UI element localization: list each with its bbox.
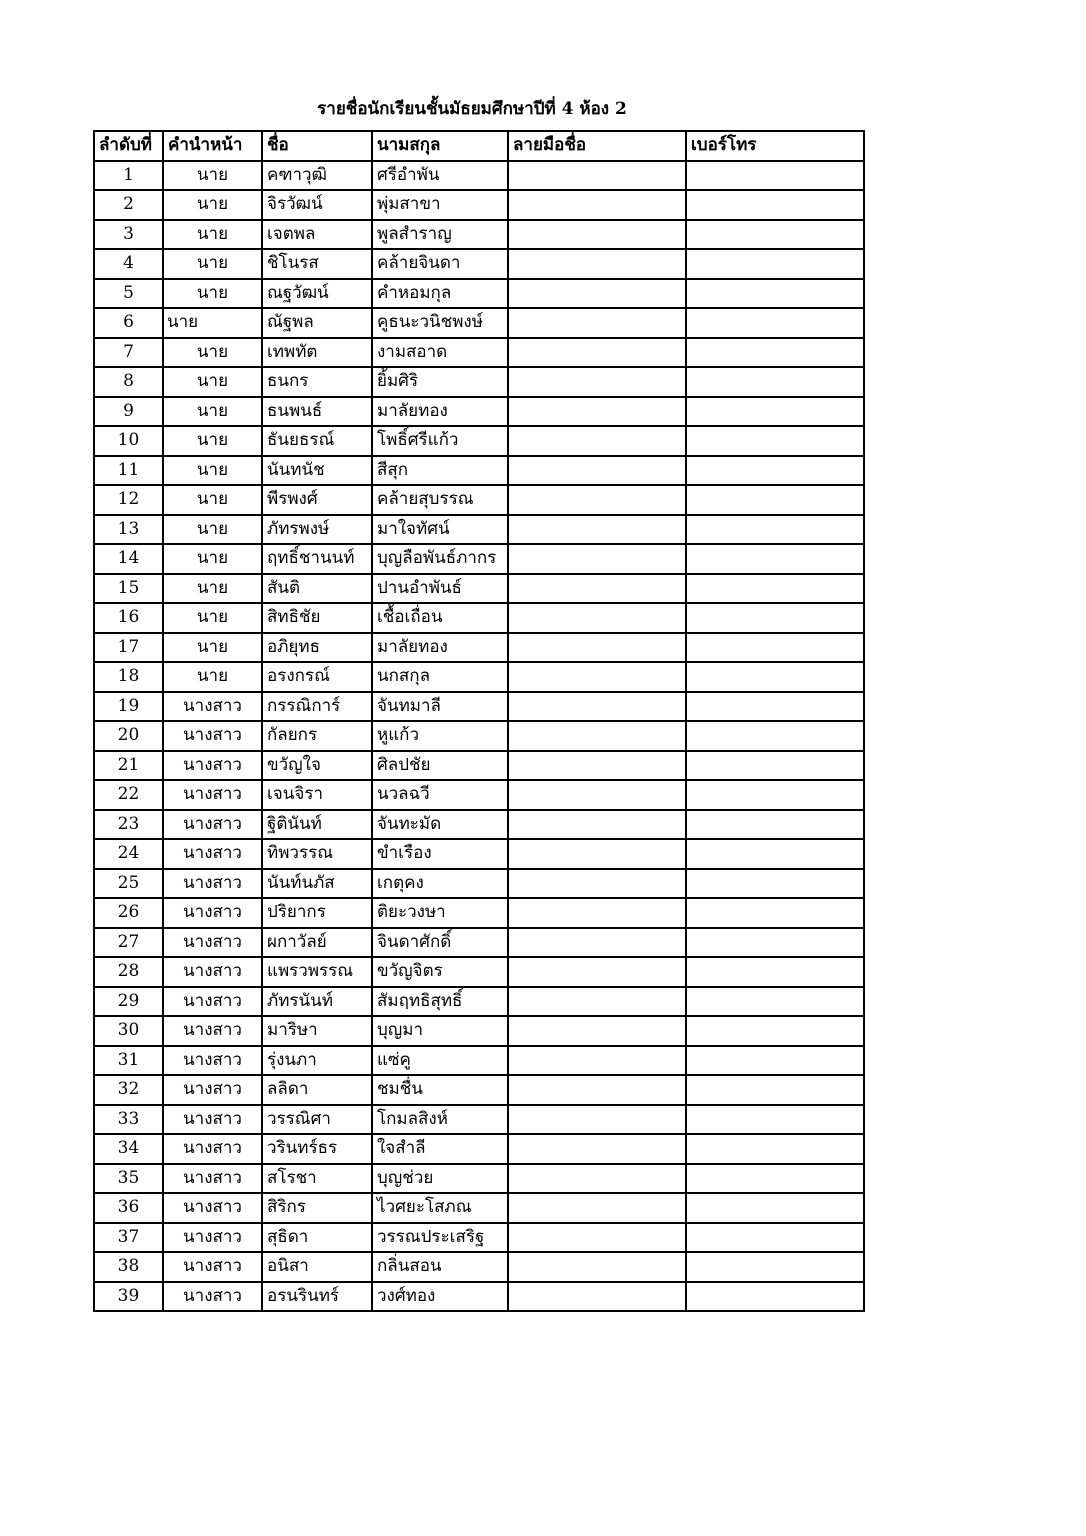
cell-phone bbox=[686, 839, 864, 869]
cell-no: 3 bbox=[94, 220, 163, 250]
cell-no: 12 bbox=[94, 485, 163, 515]
table-row bbox=[94, 544, 864, 574]
cell-no: 33 bbox=[94, 1105, 163, 1135]
cell-last-name: หูแก้ว bbox=[372, 721, 508, 751]
cell-first-name: กัลยกร bbox=[262, 721, 372, 751]
cell-no: 18 bbox=[94, 662, 163, 692]
cell-first-name: ชิโนรส bbox=[262, 249, 372, 279]
cell-phone bbox=[686, 190, 864, 220]
table-row bbox=[94, 839, 864, 869]
cell-no: 7 bbox=[94, 338, 163, 368]
cell-signature bbox=[508, 839, 686, 869]
cell-prefix: นาย bbox=[163, 161, 262, 191]
cell-no: 35 bbox=[94, 1164, 163, 1194]
cell-no: 5 bbox=[94, 279, 163, 309]
cell-no: 31 bbox=[94, 1046, 163, 1076]
cell-prefix: นางสาว bbox=[163, 1016, 262, 1046]
cell-phone bbox=[686, 1046, 864, 1076]
table-row bbox=[94, 1016, 864, 1046]
cell-no: 24 bbox=[94, 839, 163, 869]
header-signature: ลายมือชื่อ bbox=[508, 131, 686, 161]
cell-phone bbox=[686, 515, 864, 545]
cell-last-name: งามสอาด bbox=[372, 338, 508, 368]
table-row bbox=[94, 249, 864, 279]
cell-no: 32 bbox=[94, 1075, 163, 1105]
cell-last-name: นกสกุล bbox=[372, 662, 508, 692]
cell-last-name: บุญมา bbox=[372, 1016, 508, 1046]
cell-phone bbox=[686, 1164, 864, 1194]
cell-no: 34 bbox=[94, 1134, 163, 1164]
cell-signature bbox=[508, 780, 686, 810]
table-row bbox=[94, 987, 864, 1017]
cell-last-name: พูลสำราญ bbox=[372, 220, 508, 250]
cell-first-name: แพรวพรรณ bbox=[262, 957, 372, 987]
cell-prefix: นางสาว bbox=[163, 780, 262, 810]
cell-phone bbox=[686, 1252, 864, 1282]
table-row bbox=[94, 1046, 864, 1076]
cell-first-name: ลลิดา bbox=[262, 1075, 372, 1105]
cell-prefix: นางสาว bbox=[163, 1282, 262, 1312]
cell-phone bbox=[686, 485, 864, 515]
table-row bbox=[94, 751, 864, 781]
cell-no: 1 bbox=[94, 161, 163, 191]
cell-no: 19 bbox=[94, 692, 163, 722]
cell-signature bbox=[508, 485, 686, 515]
cell-no: 2 bbox=[94, 190, 163, 220]
cell-phone bbox=[686, 633, 864, 663]
cell-first-name: สุธิดา bbox=[262, 1223, 372, 1253]
cell-last-name: คล้ายสุบรรณ bbox=[372, 485, 508, 515]
cell-no: 4 bbox=[94, 249, 163, 279]
cell-phone bbox=[686, 898, 864, 928]
cell-prefix: นาย bbox=[163, 515, 262, 545]
cell-signature bbox=[508, 190, 686, 220]
cell-signature bbox=[508, 633, 686, 663]
table-row bbox=[94, 397, 864, 427]
cell-phone bbox=[686, 1193, 864, 1223]
cell-prefix: นาย bbox=[163, 544, 262, 574]
cell-last-name: มาลัยทอง bbox=[372, 633, 508, 663]
cell-last-name: นวลฉวี bbox=[372, 780, 508, 810]
cell-last-name: สัมฤทธิสุทธิ์ bbox=[372, 987, 508, 1017]
cell-first-name: คฑาวุฒิ bbox=[262, 161, 372, 191]
table-row bbox=[94, 190, 864, 220]
cell-prefix: นางสาว bbox=[163, 1252, 262, 1282]
cell-signature bbox=[508, 1193, 686, 1223]
cell-first-name: ธนพนธ์ bbox=[262, 397, 372, 427]
cell-prefix: นางสาว bbox=[163, 928, 262, 958]
cell-prefix: นาย bbox=[163, 662, 262, 692]
cell-last-name: ใจสำลี bbox=[372, 1134, 508, 1164]
cell-phone bbox=[686, 603, 864, 633]
header-prefix: คำนำหน้า bbox=[163, 131, 262, 161]
cell-phone bbox=[686, 220, 864, 250]
cell-first-name: วรรณิศา bbox=[262, 1105, 372, 1135]
cell-signature bbox=[508, 308, 686, 338]
cell-last-name: เชื้อเถื่อน bbox=[372, 603, 508, 633]
table-row bbox=[94, 367, 864, 397]
cell-signature bbox=[508, 1252, 686, 1282]
table-row bbox=[94, 869, 864, 899]
cell-no: 6 bbox=[94, 308, 163, 338]
cell-signature bbox=[508, 456, 686, 486]
cell-no: 37 bbox=[94, 1223, 163, 1253]
cell-phone bbox=[686, 544, 864, 574]
cell-no: 30 bbox=[94, 1016, 163, 1046]
table-row bbox=[94, 485, 864, 515]
cell-no: 10 bbox=[94, 426, 163, 456]
cell-no: 25 bbox=[94, 869, 163, 899]
cell-last-name: โพธิ์ศรีแก้ว bbox=[372, 426, 508, 456]
cell-phone bbox=[686, 1016, 864, 1046]
cell-last-name: ยิ้มศิริ bbox=[372, 367, 508, 397]
cell-prefix: นาย bbox=[163, 367, 262, 397]
cell-prefix: นางสาว bbox=[163, 1193, 262, 1223]
table-row bbox=[94, 1075, 864, 1105]
cell-last-name: บุญลือพันธ์ภากร bbox=[372, 544, 508, 574]
cell-last-name: มาใจทัศน์ bbox=[372, 515, 508, 545]
cell-no: 39 bbox=[94, 1282, 163, 1312]
table-row bbox=[94, 692, 864, 722]
cell-signature bbox=[508, 220, 686, 250]
cell-first-name: พีรพงศ์ bbox=[262, 485, 372, 515]
table-row bbox=[94, 1134, 864, 1164]
cell-no: 15 bbox=[94, 574, 163, 604]
table-row bbox=[94, 1223, 864, 1253]
cell-last-name: จินดาศักดิ์ bbox=[372, 928, 508, 958]
cell-first-name: ฤทธิ์ชานนท์ bbox=[262, 544, 372, 574]
cell-prefix: นางสาว bbox=[163, 1223, 262, 1253]
cell-phone bbox=[686, 456, 864, 486]
cell-first-name: เทพทัต bbox=[262, 338, 372, 368]
student-roster-table bbox=[93, 130, 865, 1312]
cell-phone bbox=[686, 249, 864, 279]
cell-signature bbox=[508, 810, 686, 840]
cell-prefix: นางสาว bbox=[163, 1046, 262, 1076]
cell-phone bbox=[686, 751, 864, 781]
cell-signature bbox=[508, 869, 686, 899]
cell-first-name: สโรชา bbox=[262, 1164, 372, 1194]
cell-signature bbox=[508, 1223, 686, 1253]
table-row bbox=[94, 1105, 864, 1135]
cell-last-name: วรรณประเสริฐ bbox=[372, 1223, 508, 1253]
cell-last-name: แซ่คู bbox=[372, 1046, 508, 1076]
cell-first-name: ผกาวัลย์ bbox=[262, 928, 372, 958]
table-row bbox=[94, 957, 864, 987]
cell-signature bbox=[508, 692, 686, 722]
cell-signature bbox=[508, 338, 686, 368]
cell-no: 16 bbox=[94, 603, 163, 633]
cell-phone bbox=[686, 1105, 864, 1135]
cell-prefix: นางสาว bbox=[163, 751, 262, 781]
cell-prefix: นาย bbox=[163, 633, 262, 663]
cell-signature bbox=[508, 367, 686, 397]
table-row bbox=[94, 308, 864, 338]
cell-phone bbox=[686, 308, 864, 338]
cell-signature bbox=[508, 987, 686, 1017]
cell-prefix: นางสาว bbox=[163, 721, 262, 751]
cell-prefix: นางสาว bbox=[163, 1105, 262, 1135]
table-row bbox=[94, 721, 864, 751]
cell-signature bbox=[508, 279, 686, 309]
header-first-name: ชื่อ bbox=[262, 131, 372, 161]
header-last-name: นามสกุล bbox=[372, 131, 508, 161]
cell-first-name: เจตพล bbox=[262, 220, 372, 250]
cell-no: 27 bbox=[94, 928, 163, 958]
cell-prefix: นาย bbox=[163, 308, 262, 338]
cell-signature bbox=[508, 957, 686, 987]
cell-no: 11 bbox=[94, 456, 163, 486]
cell-no: 38 bbox=[94, 1252, 163, 1282]
cell-first-name: ณฐวัฒน์ bbox=[262, 279, 372, 309]
roster-body bbox=[94, 161, 864, 1312]
cell-prefix: นางสาว bbox=[163, 1075, 262, 1105]
cell-signature bbox=[508, 603, 686, 633]
cell-phone bbox=[686, 692, 864, 722]
cell-first-name: สันติ bbox=[262, 574, 372, 604]
cell-phone bbox=[686, 662, 864, 692]
cell-prefix: นางสาว bbox=[163, 957, 262, 987]
cell-no: 14 bbox=[94, 544, 163, 574]
cell-signature bbox=[508, 662, 686, 692]
cell-first-name: สิทธิชัย bbox=[262, 603, 372, 633]
cell-last-name: กลิ่นสอน bbox=[372, 1252, 508, 1282]
cell-phone bbox=[686, 397, 864, 427]
cell-first-name: ทิพวรรณ bbox=[262, 839, 372, 869]
cell-phone bbox=[686, 957, 864, 987]
cell-no: 8 bbox=[94, 367, 163, 397]
cell-last-name: สีสุก bbox=[372, 456, 508, 486]
cell-signature bbox=[508, 249, 686, 279]
cell-last-name: มาลัยทอง bbox=[372, 397, 508, 427]
cell-phone bbox=[686, 1075, 864, 1105]
cell-last-name: ขวัญจิตร bbox=[372, 957, 508, 987]
header-no: ลำดับที่ bbox=[94, 131, 163, 161]
cell-prefix: นาย bbox=[163, 279, 262, 309]
cell-last-name: ปานอำพันธ์ bbox=[372, 574, 508, 604]
cell-last-name: บุญช่วย bbox=[372, 1164, 508, 1194]
cell-no: 20 bbox=[94, 721, 163, 751]
cell-first-name: ปริยากร bbox=[262, 898, 372, 928]
cell-phone bbox=[686, 279, 864, 309]
cell-phone bbox=[686, 1282, 864, 1312]
header-phone: เบอร์โทร bbox=[686, 131, 864, 161]
cell-no: 22 bbox=[94, 780, 163, 810]
cell-first-name: อภิยุทธ bbox=[262, 633, 372, 663]
cell-prefix: นางสาว bbox=[163, 898, 262, 928]
table-row bbox=[94, 515, 864, 545]
cell-phone bbox=[686, 161, 864, 191]
table-row bbox=[94, 574, 864, 604]
cell-phone bbox=[686, 338, 864, 368]
cell-signature bbox=[508, 161, 686, 191]
table-row bbox=[94, 279, 864, 309]
cell-signature bbox=[508, 1164, 686, 1194]
cell-last-name: โกมลสิงห์ bbox=[372, 1105, 508, 1135]
cell-first-name: ขวัญใจ bbox=[262, 751, 372, 781]
cell-first-name: ภัทรพงษ์ bbox=[262, 515, 372, 545]
cell-phone bbox=[686, 810, 864, 840]
cell-last-name: ไวศยะโสภณ bbox=[372, 1193, 508, 1223]
cell-signature bbox=[508, 515, 686, 545]
table-row bbox=[94, 426, 864, 456]
cell-first-name: วรินทร์ธร bbox=[262, 1134, 372, 1164]
cell-first-name: ธันยธรณ์ bbox=[262, 426, 372, 456]
cell-first-name: นันท์นภัส bbox=[262, 869, 372, 899]
cell-first-name: นันทนัช bbox=[262, 456, 372, 486]
table-row bbox=[94, 662, 864, 692]
table-row bbox=[94, 220, 864, 250]
cell-phone bbox=[686, 367, 864, 397]
cell-last-name: ศิลปชัย bbox=[372, 751, 508, 781]
cell-signature bbox=[508, 751, 686, 781]
cell-prefix: นาย bbox=[163, 603, 262, 633]
cell-prefix: นาย bbox=[163, 485, 262, 515]
cell-first-name: อนิสา bbox=[262, 1252, 372, 1282]
cell-last-name: ติยะวงษา bbox=[372, 898, 508, 928]
table-row bbox=[94, 338, 864, 368]
cell-signature bbox=[508, 1016, 686, 1046]
cell-phone bbox=[686, 574, 864, 604]
cell-phone bbox=[686, 780, 864, 810]
table-row bbox=[94, 1252, 864, 1282]
cell-first-name: จิรวัฒน์ bbox=[262, 190, 372, 220]
table-row bbox=[94, 928, 864, 958]
cell-prefix: นางสาว bbox=[163, 1164, 262, 1194]
cell-last-name: คล้ายจินดา bbox=[372, 249, 508, 279]
cell-signature bbox=[508, 928, 686, 958]
page-title: รายชื่อนักเรียนชั้นมัธยมศึกษาปีที่ 4 ห้อง 2 bbox=[317, 99, 627, 119]
cell-signature bbox=[508, 1134, 686, 1164]
cell-last-name: จันทะมัด bbox=[372, 810, 508, 840]
table-row bbox=[94, 780, 864, 810]
cell-no: 21 bbox=[94, 751, 163, 781]
cell-no: 26 bbox=[94, 898, 163, 928]
cell-prefix: นาย bbox=[163, 220, 262, 250]
cell-phone bbox=[686, 928, 864, 958]
cell-first-name: กรรณิการ์ bbox=[262, 692, 372, 722]
cell-signature bbox=[508, 1105, 686, 1135]
cell-phone bbox=[686, 721, 864, 751]
table-row bbox=[94, 603, 864, 633]
cell-last-name: เกตุคง bbox=[372, 869, 508, 899]
cell-phone bbox=[686, 1134, 864, 1164]
table-row bbox=[94, 1164, 864, 1194]
cell-last-name: ชมชื่น bbox=[372, 1075, 508, 1105]
cell-first-name: รุ่งนภา bbox=[262, 1046, 372, 1076]
cell-prefix: นาย bbox=[163, 574, 262, 604]
table-row bbox=[94, 1282, 864, 1312]
cell-prefix: นางสาว bbox=[163, 839, 262, 869]
cell-no: 23 bbox=[94, 810, 163, 840]
cell-phone bbox=[686, 1223, 864, 1253]
cell-no: 29 bbox=[94, 987, 163, 1017]
cell-last-name: คูธนะวนิชพงษ์ bbox=[372, 308, 508, 338]
cell-signature bbox=[508, 397, 686, 427]
table-row bbox=[94, 633, 864, 663]
cell-first-name: อรนรินทร์ bbox=[262, 1282, 372, 1312]
cell-prefix: นาย bbox=[163, 249, 262, 279]
cell-no: 17 bbox=[94, 633, 163, 663]
cell-signature bbox=[508, 574, 686, 604]
cell-no: 9 bbox=[94, 397, 163, 427]
cell-first-name: ฐิตินันท์ bbox=[262, 810, 372, 840]
cell-last-name: วงศ์ทอง bbox=[372, 1282, 508, 1312]
cell-prefix: นางสาว bbox=[163, 987, 262, 1017]
table-row bbox=[94, 898, 864, 928]
cell-prefix: นางสาว bbox=[163, 692, 262, 722]
cell-no: 36 bbox=[94, 1193, 163, 1223]
cell-last-name: ศรีอำพัน bbox=[372, 161, 508, 191]
cell-phone bbox=[686, 987, 864, 1017]
cell-phone bbox=[686, 869, 864, 899]
cell-signature bbox=[508, 898, 686, 928]
cell-prefix: นางสาว bbox=[163, 1134, 262, 1164]
cell-signature bbox=[508, 544, 686, 574]
cell-signature bbox=[508, 1075, 686, 1105]
cell-last-name: พุ่มสาขา bbox=[372, 190, 508, 220]
table-row bbox=[94, 456, 864, 486]
table-header-row bbox=[94, 131, 864, 161]
table-row bbox=[94, 1193, 864, 1223]
cell-prefix: นาย bbox=[163, 397, 262, 427]
table-row bbox=[94, 810, 864, 840]
cell-first-name: สิริกร bbox=[262, 1193, 372, 1223]
cell-no: 13 bbox=[94, 515, 163, 545]
cell-signature bbox=[508, 426, 686, 456]
cell-last-name: จันทมาลี bbox=[372, 692, 508, 722]
cell-prefix: นาย bbox=[163, 456, 262, 486]
cell-first-name: อรงกรณ์ bbox=[262, 662, 372, 692]
cell-first-name: ณัฐพล bbox=[262, 308, 372, 338]
cell-prefix: นางสาว bbox=[163, 810, 262, 840]
cell-first-name: มาริษา bbox=[262, 1016, 372, 1046]
cell-no: 28 bbox=[94, 957, 163, 987]
cell-first-name: ภัทรนันท์ bbox=[262, 987, 372, 1017]
cell-signature bbox=[508, 1046, 686, 1076]
cell-last-name: ขำเรือง bbox=[372, 839, 508, 869]
cell-first-name: ธนกร bbox=[262, 367, 372, 397]
cell-prefix: นาย bbox=[163, 190, 262, 220]
cell-signature bbox=[508, 721, 686, 751]
cell-last-name: คำหอมกุล bbox=[372, 279, 508, 309]
cell-signature bbox=[508, 1282, 686, 1312]
cell-phone bbox=[686, 426, 864, 456]
cell-first-name: เจนจิรา bbox=[262, 780, 372, 810]
cell-prefix: นาย bbox=[163, 338, 262, 368]
cell-prefix: นาย bbox=[163, 426, 262, 456]
cell-prefix: นางสาว bbox=[163, 869, 262, 899]
table-row bbox=[94, 161, 864, 191]
